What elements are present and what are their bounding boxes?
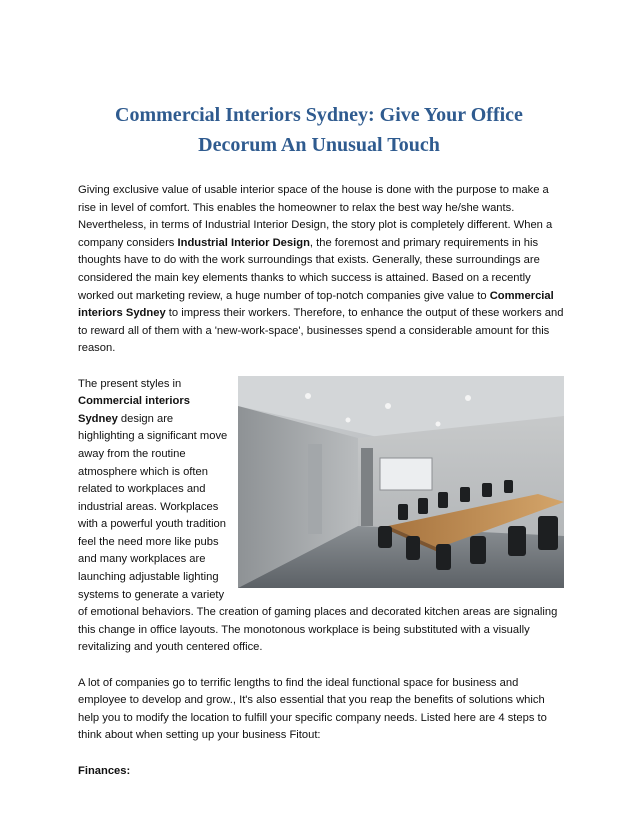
conference-room-photo (238, 376, 564, 588)
commercial-interiors-sydney-bold: Commercial interiors Sydney (78, 289, 554, 320)
title-line-1: Commercial Interiors Sydney: Give Your Office (115, 104, 523, 126)
finances-heading: Finances: (78, 764, 131, 777)
paragraph-steps: A lot of companies go to terrific lengths to find the ideal functional space for business and employee to develop and grow., It's also essential that you reap the benefits of solutions which help you to modify the location to fulfill your specific company needs. Listed here are 4 steps to think about when setting up your business Fitout: (78, 676, 547, 742)
paragraph-intro (78, 182, 568, 358)
document-title (60, 100, 578, 160)
paragraph-intro-text-3: to impress their workers. Therefore, to enhance the output of these workers and to reward all of them with a 'new-work-space', businesses spend a considerable amount for this reason. (78, 307, 564, 355)
paragraph-styles (78, 376, 568, 658)
paragraph-styles-text-1: The present styles in (78, 377, 182, 390)
paragraph-intro-text-2: , the foremost and primary requirements in his thoughts have to do with the work surroundings that exists. Generally, these surroundings are considered the main key elements thanks to which success is attained. Based on a recently worked out marketing review, a huge number of top-notch companies give value to (78, 236, 540, 302)
paragraph-intro-text-1: Giving exclusive value of usable interior space of the house is done with the purpose to make a rise in level of comfort. This enables the homeowner to relax the best way he/she wants. Nevertheless, in terms of Industrial Interior Design, the story plot is completely different. When a company considers (78, 184, 553, 249)
commercial-interiors-sydney-bold-2: Commercial interiors Sydney (78, 395, 190, 425)
title-line-2: Decorum An Unusual Touch (198, 134, 440, 156)
paragraph-styles-text-2: design are highlighting a significant move away from the routine atmosphere which is often related to workplaces and industrial areas. Workplaces with a powerful youth tradition feel the need more like pubs and many workplaces are launching adjustable lighting systems to generate a variety of emotional behaviors. The creation of gaming places and decorated kitchen areas are signaling this change in office layouts. The monotonous workplace is being substituted with a visually revitalizing and youth centered office. (78, 412, 558, 654)
article-body (78, 182, 568, 780)
conference-room-image (238, 376, 564, 588)
industrial-interior-design-bold: Industrial Interior Design (177, 236, 310, 249)
